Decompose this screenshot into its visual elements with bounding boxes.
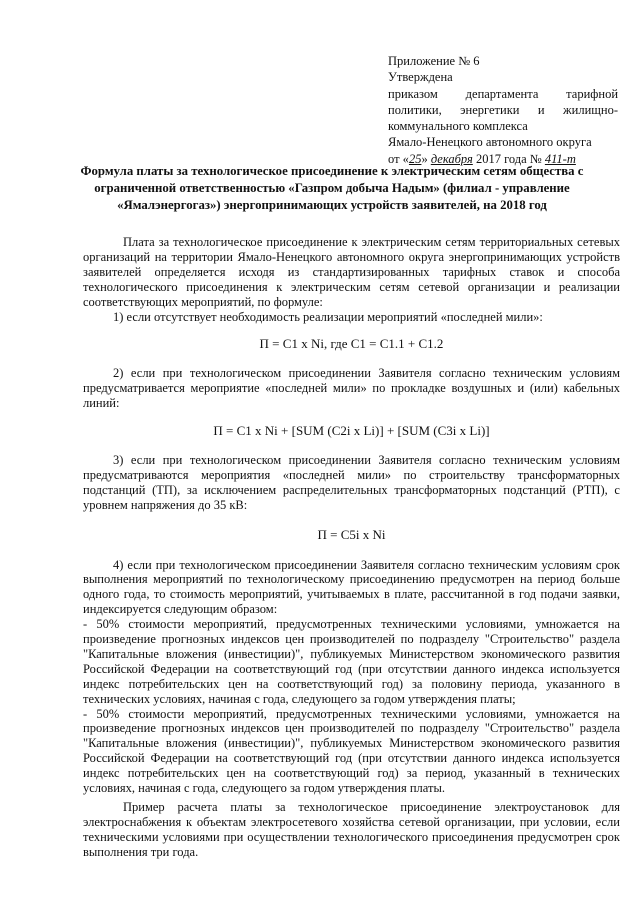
order-line-2: политики, энергетики и жилищно- xyxy=(388,102,618,117)
formula-1: П = C1 x Ni, где C1 = C1.1 + C1.2 xyxy=(259,336,444,352)
order-line-3: коммунального комплекса xyxy=(388,119,528,134)
handwritten-day: 25 xyxy=(408,151,422,166)
item-2: 2) если при технологическом присоединении Заявителя согласно техническим условиям предусматривается мероприятие «последней мили» по прокладке воздушных и (или) кабельных линий: xyxy=(83,366,620,411)
handwritten-order-number: 411-т xyxy=(544,151,576,166)
formula-2: П = C1 x Ni + [SUM (C2i x Li)] + [SUM (C3i x Li)] xyxy=(213,423,490,439)
intro-paragraph: Плата за технологическое присоединение к электрическим сетям территориальных сетевых организаций на территории Ямало-Ненецкого автономного округа энергопринимающих устройств заявителей определяется исходя из стандартизированных тарифных ставок и способа технологического присоединения к электрическим сетям сетевой организации и реализации соответствующих мероприятий, по формуле: xyxy=(83,235,620,309)
item-1: 1) если отсутствует необходимость реализации мероприятий «последней мили»: xyxy=(113,309,543,324)
document-title: Формула платы за технологическое присоединение к электрическим сетям общества с ограниченной ответственностью «Газпром добыча Надым» (филиал - управление «Ямалэнергогаз») энергопринимающих устройств заявителей, на 2018 год xyxy=(80,164,584,212)
dash-paragraph-2: - 50% стоимости мероприятий, предусмотренных техническими условиями, умножается на произведение прогнозных индексов цен производителей по подразделу "Строительство" раздела "Капитальные вложения (инвестиции)", публикуемых Министерством экономического развития Российской Федерации на соответствующий год (при отсутствии данного индекса используется индекс потребительских цен на соответствующий год) за период, указанный в технических условиях, начиная с года, следующего за годом утверждения платы. xyxy=(83,706,620,796)
order-date-line: от «25» декабря 2017 года № 411-т xyxy=(388,151,576,166)
appendix-number: Приложение № 6 xyxy=(388,54,480,68)
approval-block xyxy=(388,53,618,167)
approved-label: Утверждена xyxy=(388,70,453,85)
item-3: 3) если при технологическом присоединении Заявителя согласно техническим условиям предусматриваются мероприятия «последней мили» по строительству трансформаторных подстанций (ТП), за исключением распределительных трансформаторных подстанций (РТП), с уровнем напряжения до 35 кВ: xyxy=(83,452,620,512)
handwritten-month: декабря xyxy=(430,151,473,166)
example-paragraph: Пример расчета платы за технологическое присоединение электроустановок для электроснабжения к объектам электросетевого хозяйства сетевой организации, при условии, если техническими условиями при осуществлении технологического присоединения предусмотрен срок выполнения три года. xyxy=(83,800,620,859)
dash-paragraph-1: - 50% стоимости мероприятий, предусмотренных техническими условиями, умножается на произведение прогнозных индексов цен производителей по подразделу "Строительство" раздела "Капитальные вложения (инвестиции)", публикуемых Министерством экономического развития Российской Федерации на соответствующий год (при отсутствии данного индекса используется индекс потребительских цен на соответствующий год) за половину периода, указанного в технических условиях, начиная с года, следующего за годом утверждения платы; xyxy=(83,617,620,706)
order-line-4: Ямало-Ненецкого автономного округа xyxy=(388,135,592,150)
item-4: 4) если при технологическом присоединении Заявителя согласно техническим условиям срок выполнения мероприятий по технологическому присоединению предусмотрен на период больше одного года, то стоимость мероприятий, учитываемых в плате, рассчитанной в год подачи заявки, индексируется следующим образом: xyxy=(83,557,620,617)
order-line-1: приказом департамента тарифной xyxy=(388,86,619,101)
document-body xyxy=(83,235,620,860)
formula-3: П = C5i x Ni xyxy=(317,526,386,542)
